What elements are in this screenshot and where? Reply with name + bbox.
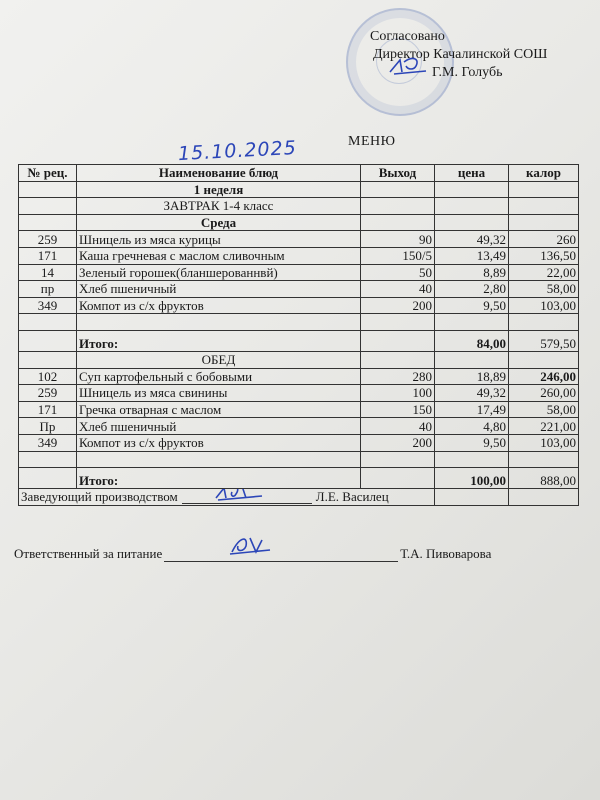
handwritten-date: 15.10.2025: [177, 136, 298, 166]
header-kcal: калор: [509, 165, 579, 182]
dish-price: 8,89: [435, 264, 509, 281]
table-row: [19, 434, 579, 451]
table-header-row: [19, 165, 579, 182]
dish-name: Суп картофельный с бобовыми: [77, 368, 361, 385]
total-kcal: 888,00: [509, 468, 579, 489]
manager-label: Заведующий производством: [21, 489, 178, 505]
dish-kcal: 260: [509, 231, 579, 248]
dish-kcal: 136,50: [509, 247, 579, 264]
total-row: [19, 330, 579, 351]
responsible-signature: [226, 532, 276, 558]
page-title: МЕНЮ: [348, 134, 396, 149]
week-label: 1 неделя: [77, 181, 361, 198]
dish-yield: 150/5: [361, 247, 435, 264]
dish-name: Хлеб пшеничный: [77, 418, 361, 435]
recipe-code: 349: [19, 434, 77, 451]
meal-row: [19, 351, 579, 368]
empty-row: [19, 314, 579, 331]
dish-kcal: 103,00: [509, 434, 579, 451]
table-row: [19, 368, 579, 385]
responsible-label: Ответственный за питание: [14, 546, 163, 561]
dish-yield: 200: [361, 434, 435, 451]
total-label: Итого:: [77, 330, 361, 351]
dish-price: 9,50: [435, 297, 509, 314]
recipe-code: 102: [19, 368, 77, 385]
empty-row: [19, 451, 579, 468]
day-label: Среда: [77, 214, 361, 231]
week-row: [19, 181, 579, 198]
total-label: Итого:: [77, 468, 361, 489]
dish-name: Хлеб пшеничный: [77, 281, 361, 298]
meal-row: [19, 198, 579, 215]
header-code: № рец.: [19, 165, 77, 182]
dish-name: Шницель из мяса курицы: [77, 231, 361, 248]
dish-price: 18,89: [435, 368, 509, 385]
dish-name: Гречка отварная с маслом: [77, 401, 361, 418]
total-row: [19, 468, 579, 489]
dish-name: Компот из с/х фруктов: [77, 297, 361, 314]
dish-price: 9,50: [435, 434, 509, 451]
dish-yield: 150: [361, 401, 435, 418]
day-row: [19, 214, 579, 231]
recipe-code: 259: [19, 231, 77, 248]
recipe-code: 259: [19, 385, 77, 402]
breakfast-label: ЗАВТРАК 1-4 класс: [77, 198, 361, 215]
responsible-name: Т.А. Пивоварова: [400, 546, 492, 561]
manager-name: Л.Е. Василец: [315, 489, 389, 505]
approval-line1: Согласовано: [370, 29, 445, 44]
header-yield: Выход: [361, 165, 435, 182]
approval-line2: Директор Качалинской СОШ: [373, 47, 548, 62]
dish-name: Зеленый горошек(бланшерованнвй): [77, 264, 361, 281]
dish-price: 17,49: [435, 401, 509, 418]
recipe-code: 171: [19, 401, 77, 418]
table-row: [19, 297, 579, 314]
dish-yield: 280: [361, 368, 435, 385]
dish-name: Каша гречневая с маслом сливочным: [77, 247, 361, 264]
table-row: [19, 264, 579, 281]
total-price: 84,00: [435, 330, 509, 351]
dish-kcal: 22,00: [509, 264, 579, 281]
dish-kcal: 58,00: [509, 401, 579, 418]
header-dish: Наименование блюд: [77, 165, 361, 182]
dish-kcal: 221,00: [509, 418, 579, 435]
dish-price: 49,32: [435, 385, 509, 402]
dish-price: 49,32: [435, 231, 509, 248]
recipe-code: Пр: [19, 418, 77, 435]
approval-line3: Г.М. Голубь: [432, 65, 503, 80]
table-row: [19, 401, 579, 418]
table-row: [19, 231, 579, 248]
dish-yield: 200: [361, 297, 435, 314]
dish-kcal: 103,00: [509, 297, 579, 314]
dish-kcal: 246,00: [509, 368, 579, 385]
table-row: [19, 385, 579, 402]
recipe-code: 14: [19, 264, 77, 281]
responsible-line: [14, 546, 584, 562]
dish-price: 2,80: [435, 281, 509, 298]
recipe-code: 171: [19, 247, 77, 264]
recipe-code: 349: [19, 297, 77, 314]
dish-kcal: 58,00: [509, 281, 579, 298]
director-signature: [386, 54, 432, 78]
dish-name: Компот из с/х фруктов: [77, 434, 361, 451]
dish-price: 4,80: [435, 418, 509, 435]
dish-yield: 40: [361, 418, 435, 435]
recipe-code: пр: [19, 281, 77, 298]
total-kcal: 579,50: [509, 330, 579, 351]
table-row: [19, 247, 579, 264]
table-row: [19, 418, 579, 435]
table-row: [19, 281, 579, 298]
dish-price: 13,49: [435, 247, 509, 264]
manager-signoff-row: [19, 489, 579, 506]
header-price: цена: [435, 165, 509, 182]
signature-line: [164, 548, 398, 562]
manager-signature-line: [182, 490, 312, 504]
dish-yield: 40: [361, 281, 435, 298]
dish-yield: 50: [361, 264, 435, 281]
lunch-label: ОБЕД: [77, 351, 361, 368]
dish-yield: 90: [361, 231, 435, 248]
dish-name: Шницель из мяса свинины: [77, 385, 361, 402]
manager-signature: [212, 489, 268, 505]
total-price: 100,00: [435, 468, 509, 489]
dish-kcal: 260,00: [509, 385, 579, 402]
menu-table: [18, 164, 579, 506]
dish-yield: 100: [361, 385, 435, 402]
